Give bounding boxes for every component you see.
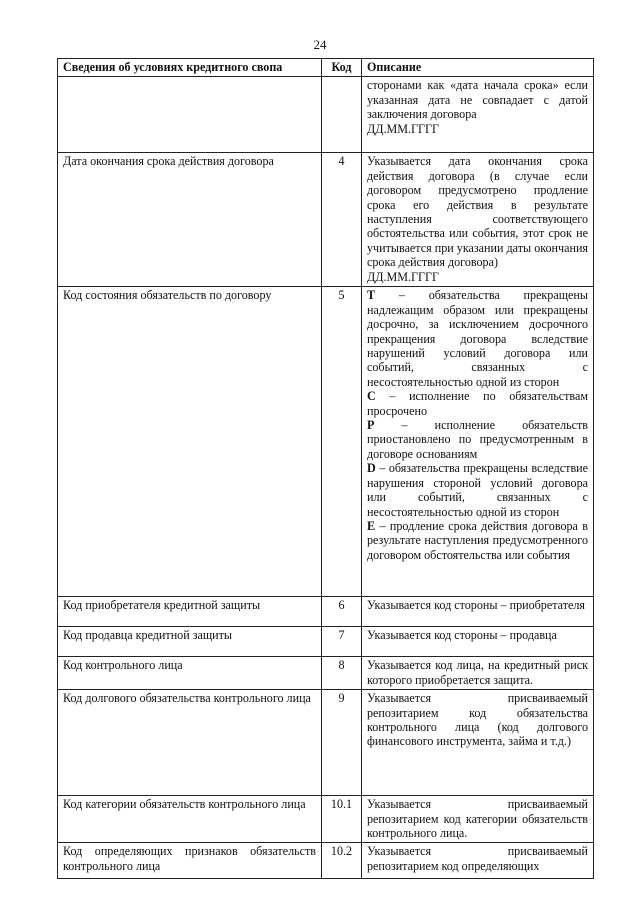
row-name-cell: Код определяющих признаков обязательств контрольного лица (58, 843, 322, 879)
table-row (58, 153, 594, 287)
description-paragraph (367, 519, 588, 562)
row-description-cell (362, 597, 594, 627)
row-code-cell: 9 (322, 690, 362, 796)
row-description-cell (362, 77, 594, 153)
table-row (58, 657, 594, 690)
table-row (58, 843, 594, 879)
description-text: Указывается код стороны – приобретателя (367, 598, 585, 613)
description-paragraph (367, 797, 588, 840)
description-text: – исполнение обязательств приостановлено по предусмотренным в договоре основаниям (367, 418, 588, 461)
status-code-letter: E (367, 518, 376, 533)
description-text: ДД.ММ.ГГГГ (367, 269, 440, 284)
header-code: Код (322, 59, 362, 77)
row-code-cell: 8 (322, 657, 362, 690)
credit-swap-table (57, 58, 594, 879)
row-name-cell: Код контрольного лица (58, 657, 322, 690)
row-description-cell (362, 690, 594, 796)
description-text: – обязательства прекращены надлежащим образом или прекращены досрочно, за исключением досрочного прекращения договора вследствие нарушений условий договора или событий, связанных с несостоятельностью одной из сторон (367, 288, 588, 389)
header-name: Сведения об условиях кредитного свопа (58, 59, 322, 77)
row-name-cell (58, 77, 322, 153)
row-name-cell: Код состояния обязательств по договору (58, 287, 322, 597)
description-paragraph (367, 691, 588, 749)
table-row (58, 796, 594, 843)
description-text: Указывается код стороны – продавца (367, 628, 557, 643)
description-paragraph (367, 418, 588, 461)
row-code-cell: 10.1 (322, 796, 362, 843)
row-description-cell (362, 657, 594, 690)
description-text: Указывается дата окончания срока действия договора (в случае если договором предусмотрено продление срока его действия в результате наступления соответствующего обстоятельства или события, этот срок не учитывается при указании даты окончания срока действия договора) (367, 154, 588, 270)
row-code-cell: 4 (322, 153, 362, 287)
row-code-cell: 7 (322, 627, 362, 657)
page-number: 24 (313, 37, 327, 52)
row-description-cell (362, 843, 594, 879)
table-row (58, 77, 594, 153)
status-code-letter: D (367, 461, 376, 476)
description-paragraph (367, 844, 588, 873)
row-code-cell: 5 (322, 287, 362, 597)
description-paragraph (367, 154, 588, 269)
table-row (58, 287, 594, 597)
row-name-cell: Код продавца кредитной защиты (58, 627, 322, 657)
status-code-letter: P (367, 418, 375, 433)
description-paragraph (367, 461, 588, 519)
description-paragraph (367, 658, 588, 687)
row-code-cell: 10.2 (322, 843, 362, 879)
description-text: – продление срока действия договора в результате наступления предусмотренного договором обстоятельства или события (367, 518, 588, 562)
row-description-cell (362, 153, 594, 287)
table-row (58, 627, 594, 657)
description-text: – исполнение по обязательствам просрочено (367, 389, 588, 418)
description-text: Указывается присваиваемый репозитарием код определяющих (367, 844, 588, 873)
row-name-cell: Код долгового обязательства контрольного лица (58, 690, 322, 796)
description-paragraph (367, 628, 588, 642)
table-row (58, 690, 594, 796)
description-text: Указывается присваиваемый репозитарием код категории обязательств контрольного лица. (367, 797, 588, 841)
header-description: Описание (362, 59, 594, 77)
row-code-cell (322, 77, 362, 153)
description-paragraph (367, 270, 588, 284)
row-description-cell (362, 627, 594, 657)
description-paragraph (367, 288, 588, 389)
table-body (58, 77, 594, 879)
status-code-letter: C (367, 389, 376, 404)
description-text: сторонами как «дата начала срока» если указанная дата не совпадает с датой заключения договора (367, 78, 588, 122)
description-text: – обязательства прекращены вследствие нарушения стороной условий договора или событий, связанных с несостоятельностью одной из сторон (367, 461, 588, 519)
status-code-letter: T (367, 288, 376, 303)
row-code-cell: 6 (322, 597, 362, 627)
table-row (58, 597, 594, 627)
description-paragraph (367, 389, 588, 418)
row-description-cell (362, 287, 594, 597)
row-description-cell (362, 796, 594, 843)
description-text: ДД.ММ.ГГГГ (367, 121, 440, 136)
description-paragraph (367, 598, 588, 612)
description-text: Указывается код лица, на кредитный риск которого приобретается защита. (367, 658, 588, 687)
row-name-cell: Код категории обязательств контрольного лица (58, 796, 322, 843)
row-name-cell: Код приобретателя кредитной защиты (58, 597, 322, 627)
description-paragraph (367, 78, 588, 121)
description-text: Указывается присваиваемый репозитарием код обязательства контрольного лица (код долгового финансового инструмента, займа и т.д.) (367, 691, 588, 749)
description-paragraph (367, 122, 588, 136)
table-header-row (58, 59, 594, 77)
row-name-cell: Дата окончания срока действия договора (58, 153, 322, 287)
